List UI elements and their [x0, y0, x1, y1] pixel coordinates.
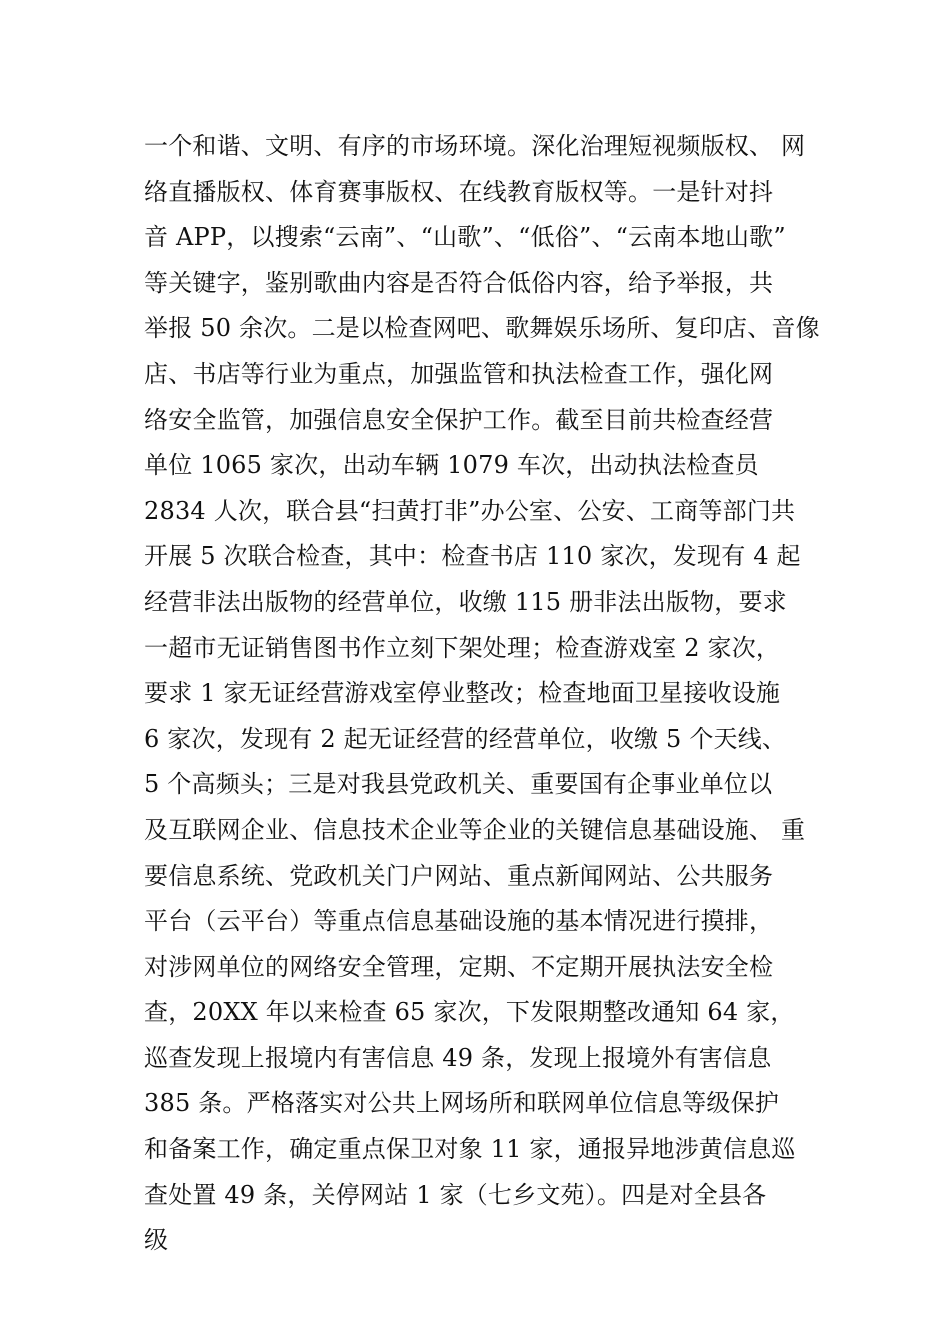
text-line: 385 条。严格落实对公共上网场所和联网单位信息等级保护: [144, 1089, 780, 1118]
text-line: 要信息系统、党政机关门户网站、重点新闻网站、公共服务: [144, 861, 774, 890]
text-line: 音 APP，以搜索“云南”、“山歌”、“低俗”、“云南本地山歌”: [144, 223, 786, 252]
text-line: 单位 1065 家次，出动车辆 1079 车次，出动执法检查员: [144, 451, 759, 480]
text-line: 平台（云平台）等重点信息基础设施的基本情况进行摸排，: [144, 907, 774, 936]
text-line: 级: [144, 1226, 169, 1255]
text-line: 5 个高频头；三是对我县党政机关、重要国有企事业单位以: [144, 770, 773, 799]
text-line: 对涉网单位的网络安全管理，定期、不定期开展执法安全检: [144, 952, 774, 981]
text-line: 络安全监管，加强信息安全保护工作。截至目前共检查经营: [144, 405, 774, 434]
text-line: 查，20XX 年以来检查 65 家次，下发限期整改通知 64 家，: [144, 998, 795, 1027]
text-line: 一超市无证销售图书作立刻下架处理；检查游戏室 2 家次，: [144, 633, 781, 662]
text-line: 巡查发现上报境内有害信息 49 条，发现上报境外有害信息: [144, 1043, 772, 1072]
text-line: 开展 5 次联合检查，其中：检查书店 110 家次，发现有 4 起: [144, 542, 801, 571]
text-line: 举报 50 余次。二是以检查网吧、歌舞娱乐场所、复印店、音像: [144, 314, 820, 343]
text-line: 和备案工作，确定重点保卫对象 11 家，通报异地涉黄信息巡: [144, 1135, 796, 1164]
text-line: 店、书店等行业为重点，加强监管和执法检查工作，强化网: [144, 359, 774, 388]
body-paragraph: [144, 124, 824, 1264]
text-line: 等关键字，鉴别歌曲内容是否符合低俗内容，给予举报，共: [144, 268, 774, 297]
text-line: 络直播版权、体育赛事版权、在线教育版权等。一是针对抖: [144, 177, 774, 206]
text-line: 2834 人次，联合县“扫黄打非”办公室、公安、工商等部门共: [144, 496, 796, 525]
text-line: 查处置 49 条，关停网站 1 家（七乡文苑）。四是对全县各: [144, 1180, 767, 1209]
text-line: 一个和谐、文明、有序的市场环境。深化治理短视频版权、 网: [144, 132, 806, 160]
text-line: 6 家次，发现有 2 起无证经营的经营单位，收缴 5 个天线、: [144, 724, 787, 753]
text-line: 经营非法出版物的经营单位，收缴 115 册非法出版物，要求: [144, 587, 787, 616]
text-line: 要求 1 家无证经营游戏室停业整改；检查地面卫星接收设施: [144, 679, 781, 708]
text-line: 及互联网企业、信息技术企业等企业的关键信息基础设施、 重: [144, 815, 806, 844]
